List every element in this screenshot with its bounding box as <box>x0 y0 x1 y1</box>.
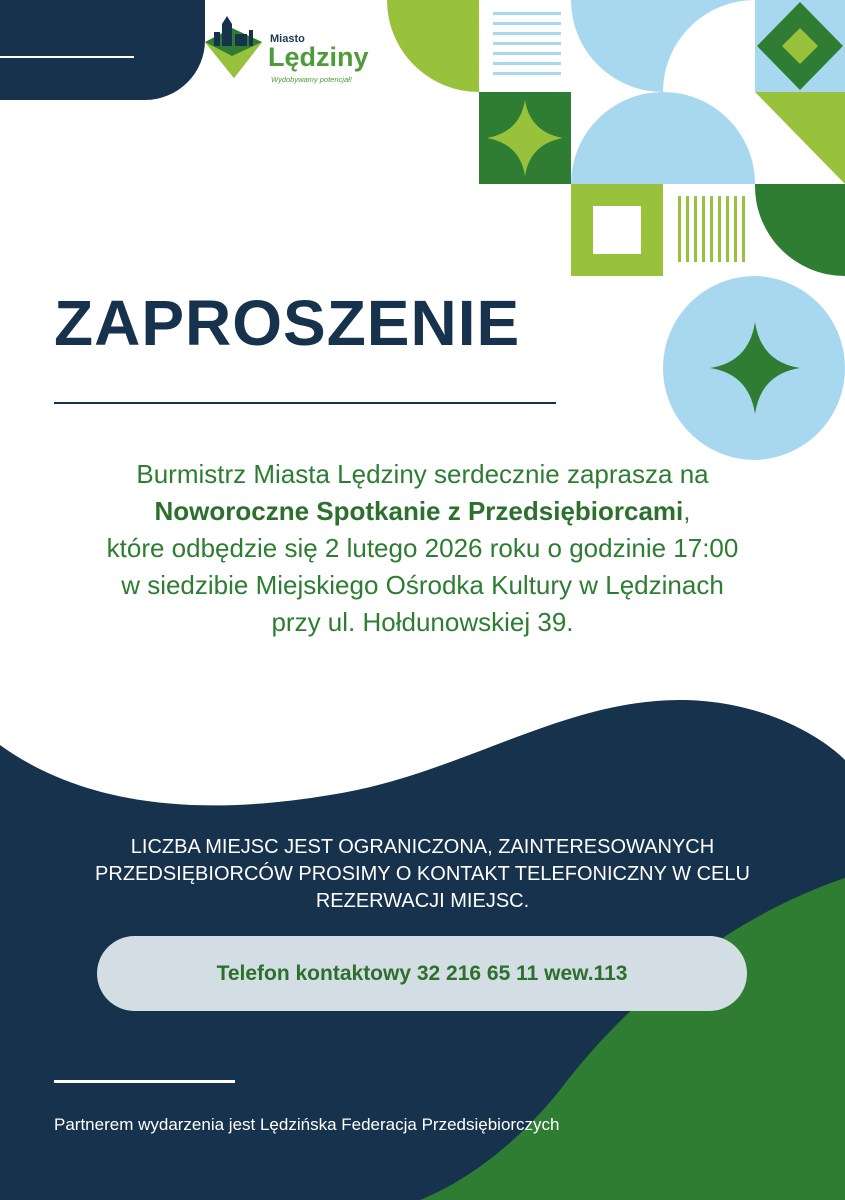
phone-contact-box <box>97 936 747 1011</box>
top-left-navy-shape <box>0 0 205 100</box>
logo-tagline: Wydobywamy potencjał! <box>271 75 352 84</box>
partner-text: Partnerem wydarzenia jest Lędzińska Federacja Przedsiębiorczych <box>54 1115 560 1134</box>
geometric-pattern <box>387 0 845 460</box>
invitation-text <box>30 456 815 641</box>
reservation-notice <box>70 834 775 915</box>
page-title: ZAPROSZENIE <box>54 287 521 359</box>
event-name: Noworoczne Spotkanie z Przedsiębiorcami <box>154 496 684 526</box>
notice-line-1: LICZBA MIEJSC JEST OGRANICZONA, ZAINTERESOWANYCH <box>130 836 715 858</box>
footer-divider <box>54 1080 235 1083</box>
top-left-white-line <box>0 56 134 58</box>
logo-city-name: Lędziny <box>268 42 369 72</box>
city-logo-emblem <box>205 16 262 78</box>
notice-line-3: REZERWACJI MIEJSC. <box>315 890 530 912</box>
logo-small-text: Miasto <box>270 33 305 45</box>
notice-line-2: PRZEDSIĘBIORCÓW PROSIMY O KONTAKT TELEFONICZNY W CELU <box>95 863 750 885</box>
invitation-line-2 <box>30 493 815 530</box>
phone-contact-text: Telefon kontaktowy 32 216 65 11 wew.113 <box>216 961 628 985</box>
event-name-comma: , <box>683 496 691 526</box>
invitation-line-1: Burmistrz Miasta Lędziny serdecznie zaprasza na <box>136 459 709 489</box>
invitation-line-3: które odbędzie się 2 lutego 2026 roku o godzinie 17:00 <box>106 533 739 563</box>
invitation-line-5: przy ul. Hołdunowskiej 39. <box>271 607 574 637</box>
invitation-line-4: w siedzibie Miejskiego Ośrodka Kultury w Lędzinach <box>121 570 724 600</box>
title-divider <box>54 402 556 404</box>
